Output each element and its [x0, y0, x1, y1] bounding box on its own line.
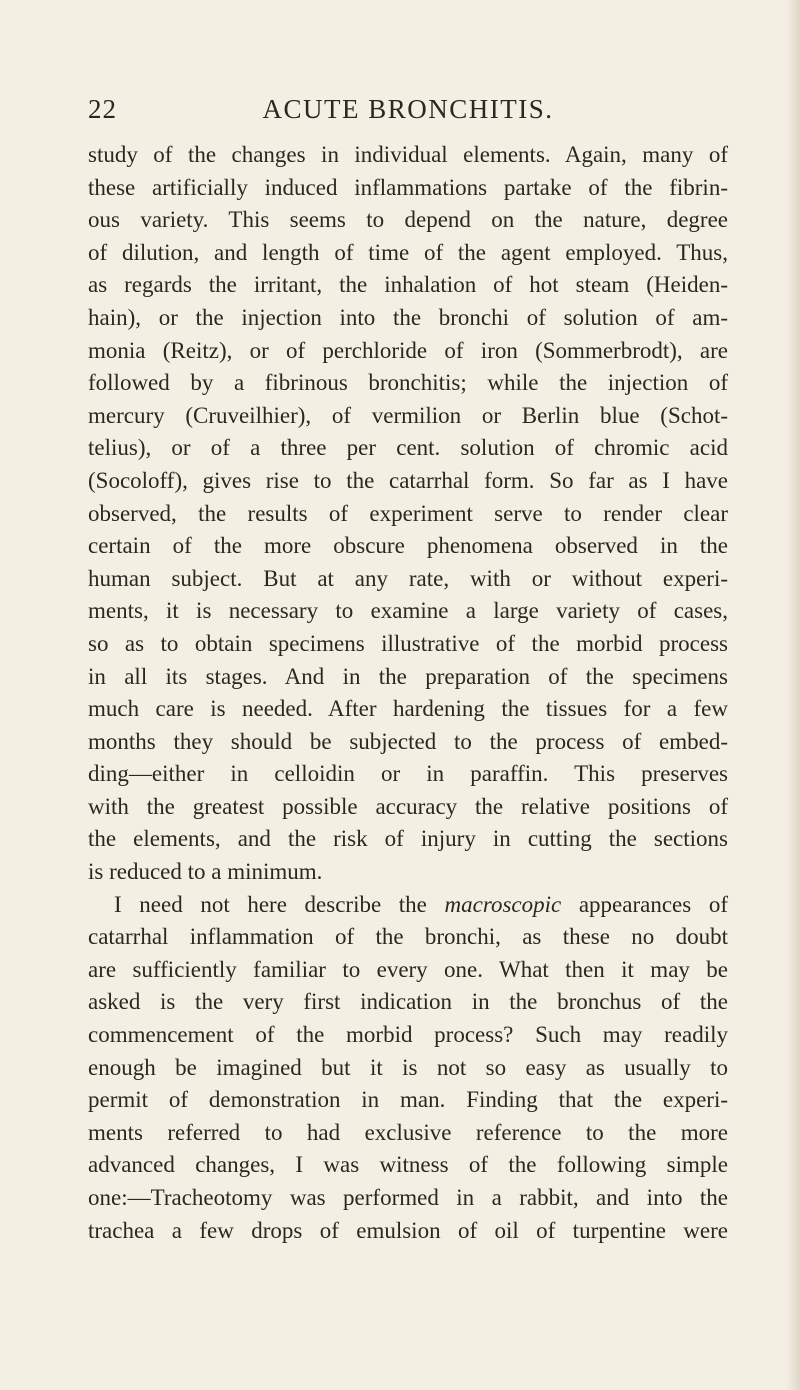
body-text: [88, 139, 728, 1247]
text-line: much care is needed. After hardening the tissues for a few: [88, 696, 728, 722]
text-line: asked is the very first indication in the bronchus of the: [88, 989, 728, 1015]
text-line: (Socoloff), gives rise to the catarrhal form. So far as I have: [88, 467, 728, 493]
text-line: telius), or of a three per cent. solution of chromic acid: [88, 435, 728, 461]
text-line: certain of the more obscure phenomena observed in the: [88, 533, 728, 559]
text-line: so as to obtain specimens illustrative of the morbid process: [88, 630, 728, 656]
text-line: months they should be subjected to the process of embed-: [88, 728, 728, 754]
text-line: permit of demonstration in man. Finding that the experi-: [88, 1087, 728, 1113]
text-line: in all its stages. And in the preparation of the specimens: [88, 663, 728, 689]
text-line: human subject. But at any rate, with or without experi-: [88, 565, 728, 591]
text-line: [88, 889, 728, 922]
text-line: as regards the irritant, the inhalation of hot steam (Heiden-: [88, 272, 728, 298]
text-line: advanced changes, I was witness of the following simple: [88, 1152, 728, 1178]
text-line: ding—either in celloidin or in paraffin. This preserves: [88, 761, 728, 787]
text-fragment: I need not here describe the: [114, 891, 445, 917]
text-line: study of the changes in individual elements. Again, many of: [88, 142, 728, 167]
text-line: with the greatest possible accuracy the relative positions of: [88, 793, 728, 819]
paragraph-2: [88, 889, 728, 1248]
text-line: commencement of the morbid process? Such may readily: [88, 1022, 728, 1048]
text-line: ments, it is necessary to examine a large variety of cases,: [88, 598, 728, 624]
text-line: enough be imagined but it is not so easy as usually to: [88, 1054, 728, 1080]
text-line: observed, the results of experiment serve to render clear: [88, 500, 728, 526]
text-line: catarrhal inflammation of the bronchi, as these no doubt: [88, 924, 728, 950]
text-line: trachea a few drops of emulsion of oil of turpentine were: [88, 1217, 728, 1243]
running-head: ACUTE BRONCHITIS.: [262, 94, 554, 124]
text-line: the elements, and the risk of injury in cutting the sections: [88, 826, 728, 852]
page-number: 22: [88, 94, 117, 124]
paragraph-1: [88, 139, 728, 889]
text-line: hain), or the injection into the bronchi of solution of am-: [88, 304, 728, 330]
text-fragment: appearances of: [561, 891, 728, 917]
italic-term: macroscopic: [444, 891, 562, 917]
page-header: [88, 94, 728, 130]
text-line: followed by a fibrinous bronchitis; while the injection of: [88, 370, 728, 396]
text-line: mercury (Cruveilhier), of vermilion or Berlin blue (Schot-: [88, 402, 728, 428]
text-line: ous variety. This seems to depend on the nature, degree: [88, 207, 728, 233]
text-line: one:—Tracheotomy was performed in a rabbit, and into the: [88, 1185, 728, 1210]
text-line: is reduced to a minimum.: [88, 859, 323, 885]
text-line: these artificially induced inflammations partake of the fibrin-: [88, 174, 728, 200]
text-line: are sufficiently familiar to every one. What then it may be: [88, 956, 728, 982]
text-line: of dilution, and length of time of the agent employed. Thus,: [88, 239, 728, 265]
text-line: monia (Reitz), or of perchloride of iron (Sommerbrodt), are: [88, 337, 728, 363]
text-line: ments referred to had exclusive reference to the more: [88, 1119, 728, 1145]
page-edge-shadow: [786, 0, 800, 1390]
